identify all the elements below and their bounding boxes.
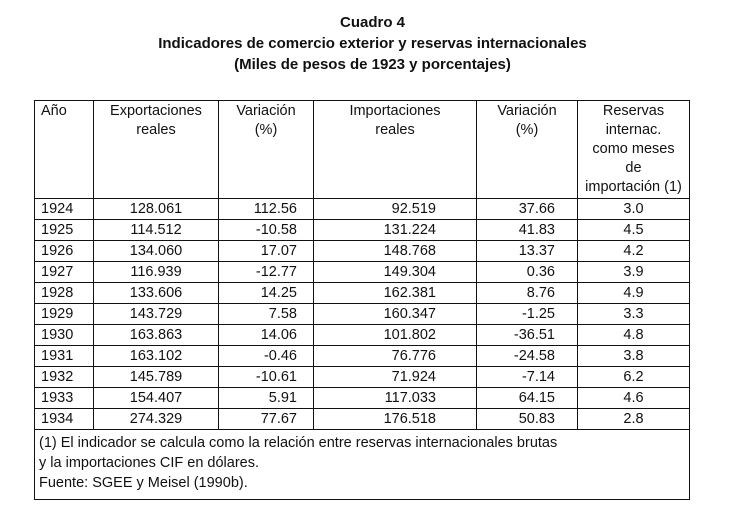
- cell-reserves: 4.9: [578, 283, 690, 304]
- cell-reserves: 4.5: [578, 220, 690, 241]
- cell-reserves: 2.8: [578, 409, 690, 430]
- title-block: [0, 12, 745, 75]
- cell-imports: 148.768: [314, 241, 477, 262]
- cell-year: 1934: [35, 409, 94, 430]
- table-row: [35, 367, 690, 388]
- cell-exports-variation: 7.58: [219, 304, 314, 325]
- footnote-line: (1) El indicador se calcula como la relación entre reservas internacionales brutas: [39, 435, 558, 451]
- footnote-line: y la importaciones CIF en dólares.: [39, 455, 260, 471]
- table-row: [35, 262, 690, 283]
- cell-year: 1931: [35, 346, 94, 367]
- notes-cell: [35, 430, 690, 500]
- table-row: [35, 283, 690, 304]
- header-exports-variation: [219, 101, 314, 199]
- cell-reserves: 4.8: [578, 325, 690, 346]
- cell-exports-variation: -10.61: [219, 367, 314, 388]
- cell-reserves: 4.2: [578, 241, 690, 262]
- cell-imports-variation: 50.83: [477, 409, 578, 430]
- header-year-line: Año: [41, 103, 67, 119]
- header-imports: [314, 101, 477, 199]
- cell-imports-variation: 13.37: [477, 241, 578, 262]
- header-variation-line: (%): [254, 122, 278, 138]
- cell-exports: 163.863: [94, 325, 219, 346]
- header-year: [35, 101, 94, 199]
- table-row: [35, 220, 690, 241]
- table-row: [35, 325, 690, 346]
- header-reserves-line: como meses de: [592, 141, 675, 176]
- cell-imports: 149.304: [314, 262, 477, 283]
- cell-reserves: 3.0: [578, 199, 690, 220]
- header-reserves: [578, 101, 690, 199]
- cell-imports-variation: -7.14: [477, 367, 578, 388]
- cell-imports-variation: -36.51: [477, 325, 578, 346]
- cell-exports: 128.061: [94, 199, 219, 220]
- cell-exports: 134.060: [94, 241, 219, 262]
- cell-imports-variation: -1.25: [477, 304, 578, 325]
- cell-imports-variation: 64.15: [477, 388, 578, 409]
- cell-exports-variation: -0.46: [219, 346, 314, 367]
- header-variation-line: Variación: [497, 103, 557, 119]
- header-exports-line: Exportaciones: [110, 103, 202, 119]
- cell-imports-variation: 0.36: [477, 262, 578, 283]
- table-row: [35, 409, 690, 430]
- cell-year: 1927: [35, 262, 94, 283]
- cell-year: 1933: [35, 388, 94, 409]
- cell-imports: 101.802: [314, 325, 477, 346]
- cell-reserves: 4.6: [578, 388, 690, 409]
- cell-year: 1924: [35, 199, 94, 220]
- data-table: [34, 100, 690, 500]
- cell-year: 1928: [35, 283, 94, 304]
- table-row: [35, 241, 690, 262]
- cell-exports: 274.329: [94, 409, 219, 430]
- cell-year: 1932: [35, 367, 94, 388]
- table-row: [35, 304, 690, 325]
- cell-exports-variation: -12.77: [219, 262, 314, 283]
- table-notes: [35, 430, 690, 500]
- cell-reserves: 3.8: [578, 346, 690, 367]
- cell-year: 1929: [35, 304, 94, 325]
- table-title: Indicadores de comercio exterior y reservas internacionales: [158, 35, 587, 52]
- cell-imports-variation: 41.83: [477, 220, 578, 241]
- cell-exports: 154.407: [94, 388, 219, 409]
- notes-row: [35, 430, 690, 500]
- cell-imports: 131.224: [314, 220, 477, 241]
- cell-exports-variation: 14.06: [219, 325, 314, 346]
- header-exports: [94, 101, 219, 199]
- cell-exports: 116.939: [94, 262, 219, 283]
- table-subtitle: (Miles de pesos de 1923 y porcentajes): [234, 56, 511, 73]
- source-line: Fuente: SGEE y Meisel (1990b).: [39, 475, 248, 491]
- cell-exports-variation: 77.67: [219, 409, 314, 430]
- table-row: [35, 388, 690, 409]
- cell-exports: 145.789: [94, 367, 219, 388]
- cell-exports: 163.102: [94, 346, 219, 367]
- table-row: [35, 346, 690, 367]
- cell-imports-variation: 8.76: [477, 283, 578, 304]
- cell-reserves: 6.2: [578, 367, 690, 388]
- cell-imports-variation: -24.58: [477, 346, 578, 367]
- cell-imports: 76.776: [314, 346, 477, 367]
- cell-year: 1930: [35, 325, 94, 346]
- cell-exports-variation: -10.58: [219, 220, 314, 241]
- cell-exports: 143.729: [94, 304, 219, 325]
- header-imports-variation: [477, 101, 578, 199]
- cell-exports-variation: 5.91: [219, 388, 314, 409]
- table-number: Cuadro 4: [339, 14, 405, 31]
- cell-imports: 71.924: [314, 367, 477, 388]
- cell-reserves: 3.9: [578, 262, 690, 283]
- table-row: [35, 199, 690, 220]
- cell-imports-variation: 37.66: [477, 199, 578, 220]
- cell-exports-variation: 17.07: [219, 241, 314, 262]
- cell-imports: 162.381: [314, 283, 477, 304]
- cell-imports: 176.518: [314, 409, 477, 430]
- header-row: [35, 101, 690, 199]
- cell-imports: 117.033: [314, 388, 477, 409]
- cell-imports: 160.347: [314, 304, 477, 325]
- header-variation-line: Variación: [236, 103, 296, 119]
- table-header: [35, 101, 690, 199]
- header-exports-line: reales: [136, 122, 176, 138]
- cell-exports: 133.606: [94, 283, 219, 304]
- cell-exports-variation: 14.25: [219, 283, 314, 304]
- header-variation-line: (%): [515, 122, 539, 138]
- header-imports-line: reales: [375, 122, 415, 138]
- cell-exports: 114.512: [94, 220, 219, 241]
- table-body: [35, 199, 690, 430]
- cell-exports-variation: 112.56: [219, 199, 314, 220]
- cell-year: 1926: [35, 241, 94, 262]
- header-reserves-line: importación (1): [585, 179, 682, 195]
- cell-imports: 92.519: [314, 199, 477, 220]
- header-imports-line: Importaciones: [349, 103, 441, 119]
- header-reserves-line: Reservas internac.: [602, 103, 665, 138]
- cell-reserves: 3.3: [578, 304, 690, 325]
- cell-year: 1925: [35, 220, 94, 241]
